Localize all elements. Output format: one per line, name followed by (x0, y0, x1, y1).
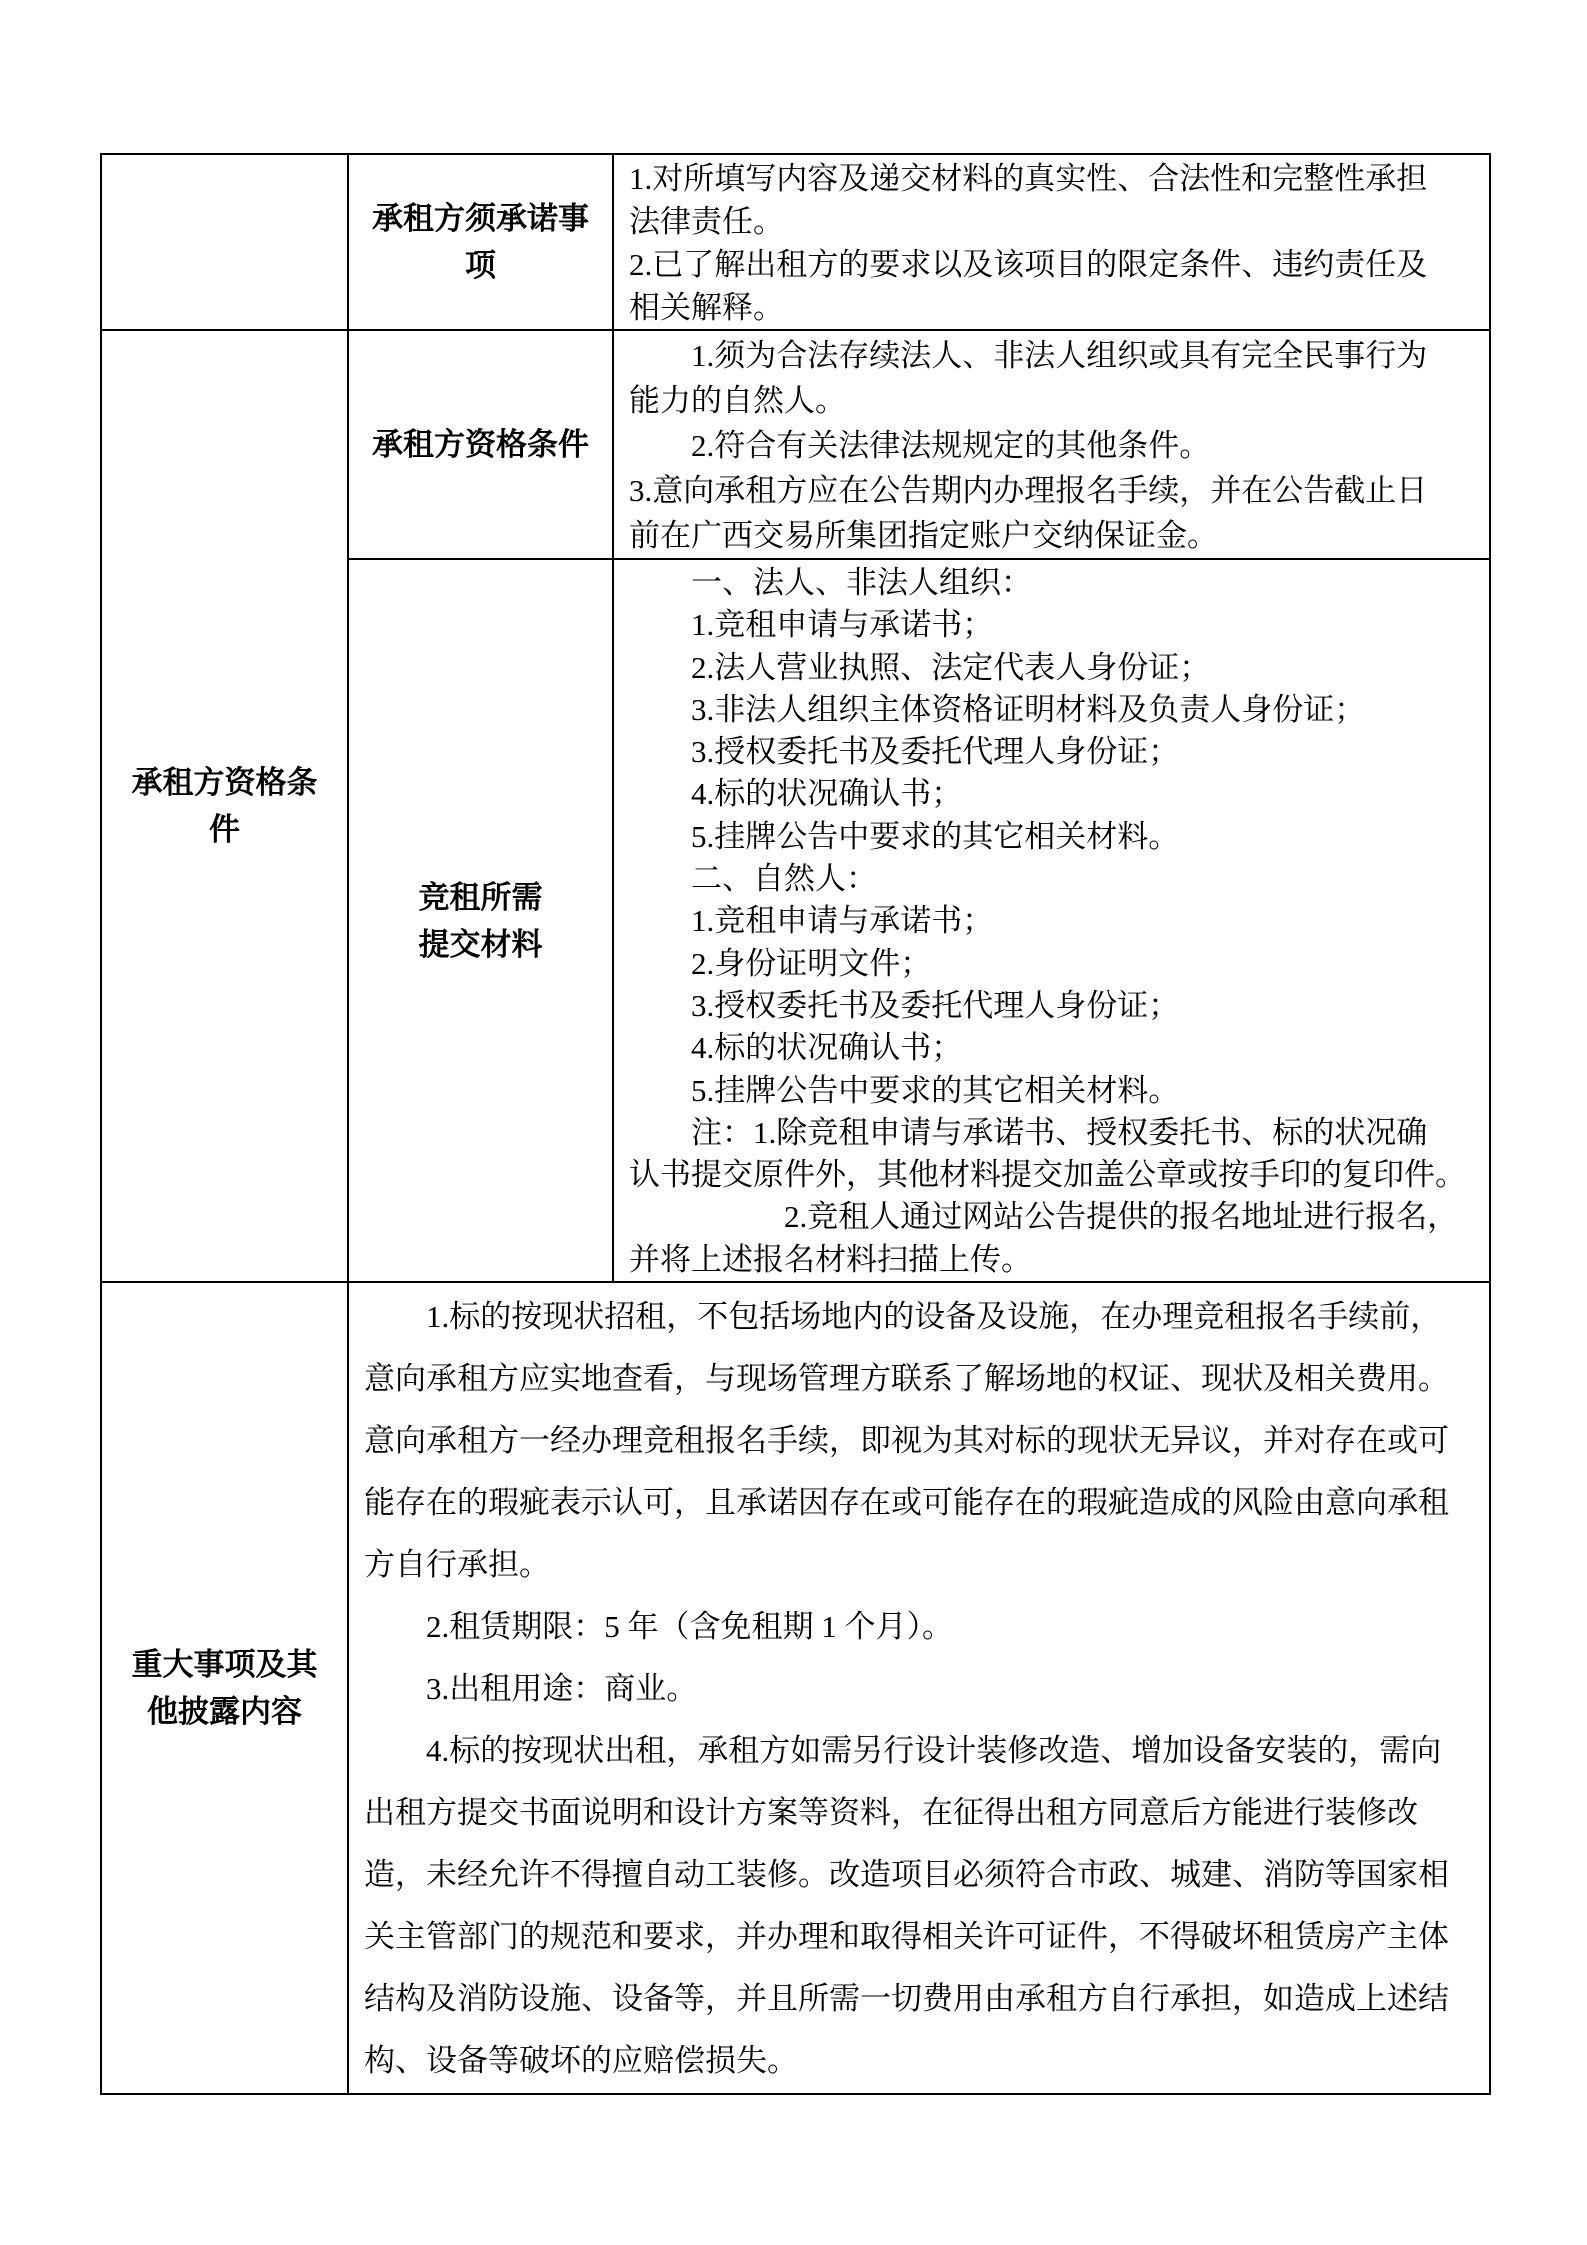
text-line: 3.授权委托书及委托代理人身份证； (691, 987, 1180, 1023)
text-line: 一、法人、非法人组织： (691, 565, 1032, 600)
text-line: 3.非法人组织主体资格证明材料及负责人身份证； (691, 691, 1366, 727)
header-line: 件 (209, 812, 240, 848)
text-line: 结构及消防设施、设备等，并且所需一切费用由承租方自行承担，如造成上述结 (364, 1981, 1449, 2017)
header-bidding-materials (348, 559, 613, 1282)
header-line: 承租方资格条件 (372, 427, 589, 462)
header-line: 提交材料 (418, 926, 543, 962)
header-qualification (348, 330, 613, 559)
text-line: 前在广西交易所集团指定账户交纳保证金。 (629, 518, 1218, 553)
text-line: 方自行承担。 (364, 1547, 550, 1583)
text-line: 相关解释。 (629, 290, 784, 325)
text-line: 1.竞租申请与承诺书； (691, 903, 994, 939)
text-line: 1.须为合法存续法人、非法人组织或具有完全民事行为 (691, 338, 1428, 373)
text-line: 造，未经允许不得擅自动工装修。改造项目必须符合市政、城建、消防等国家相 (364, 1857, 1449, 1893)
tenant-commitments-content (613, 154, 1490, 330)
text-line: 2.身份证明文件； (691, 945, 932, 981)
text-line: 认书提交原件外，其他材料提交加盖公章或按手印的复印件。 (629, 1157, 1466, 1193)
cell-blank (101, 154, 348, 330)
qualification-content (613, 330, 1490, 559)
text-line: 能存在的瑕疵表示认可，且承诺因存在或可能存在的瑕疵造成的风险由意向承租 (364, 1485, 1449, 1521)
text-line: 关主管部门的规范和要求，并办理和取得相关许可证件，不得破坏租赁房产主体 (364, 1919, 1449, 1955)
text-line: 2.竞租人通过网站公告提供的报名地址进行报名， (784, 1199, 1459, 1235)
text-line: 5.挂牌公告中要求的其它相关材料。 (691, 1072, 1180, 1108)
text-line: 2.租赁期限：5 年（含免租期 1 个月）。 (426, 1609, 953, 1645)
text-line: 2.符合有关法律法规规定的其他条件。 (691, 428, 1211, 463)
text-line: 3.出租用途：商业。 (426, 1671, 698, 1707)
text-line: 1.竞租申请与承诺书； (691, 607, 994, 643)
text-line: 4.标的按现状出租，承租方如需另行设计装修改造、增加设备安装的，需向 (426, 1733, 1442, 1769)
text-line: 能力的自然人。 (629, 383, 846, 418)
text-line: 4.标的状况确认书； (691, 1030, 963, 1066)
row-tenant-commitments (101, 154, 1490, 330)
header-major-matters (101, 1282, 348, 2094)
text-line: 2.法人营业执照、法定代表人身份证； (691, 649, 1211, 685)
major-matters-content (348, 1282, 1490, 2094)
row-qualification (101, 330, 1490, 559)
text-line: 3.授权委托书及委托代理人身份证； (691, 734, 1180, 770)
header-qualification-group (101, 330, 348, 1282)
bidding-materials-content (613, 559, 1490, 1282)
row-major-matters (101, 1282, 1490, 2094)
text-line: 出租方提交书面说明和设计方案等资料，在征得出租方同意后方能进行装修改 (364, 1795, 1418, 1831)
text-line: 意向承租方应实地查看，与现场管理方联系了解场地的权证、现状及相关费用。 (364, 1361, 1449, 1397)
text-line: 1.标的按现状招租，不包括场地内的设备及设施，在办理竞租报名手续前， (426, 1299, 1442, 1335)
text-line: 5.挂牌公告中要求的其它相关材料。 (691, 818, 1180, 854)
header-line: 承租方须承诺事 (372, 201, 589, 236)
header-line: 项 (465, 248, 496, 283)
text-line: 二、自然人： (691, 861, 877, 897)
text-line: 3.意向承租方应在公告期内办理报名手续，并在公告截止日 (629, 473, 1428, 508)
disclosure-table (100, 153, 1491, 2095)
text-line: 1.对所填写内容及递交材料的真实性、合法性和完整性承担 (629, 161, 1428, 196)
text-line: 4.标的状况确认书； (691, 776, 963, 812)
text-line: 构、设备等破坏的应赔偿损失。 (364, 2043, 798, 2079)
text-line: 2.已了解出租方的要求以及该项目的限定条件、违约责任及 (629, 247, 1428, 282)
header-line: 重大事项及其 (131, 1647, 318, 1683)
header-line: 竞租所需 (418, 879, 543, 915)
header-line: 他披露内容 (147, 1694, 302, 1730)
text-line: 注：1.除竞租申请与承诺书、授权委托书、标的状况确 (691, 1114, 1428, 1150)
text-line: 并将上述报名材料扫描上传。 (629, 1241, 1032, 1277)
text-line: 法律责任。 (629, 204, 784, 239)
text-line: 意向承租方一经办理竞租报名手续，即视为其对标的现状无异议，并对存在或可 (364, 1423, 1449, 1459)
header-line: 承租方资格条 (131, 765, 318, 801)
header-tenant-commitments (348, 154, 613, 330)
